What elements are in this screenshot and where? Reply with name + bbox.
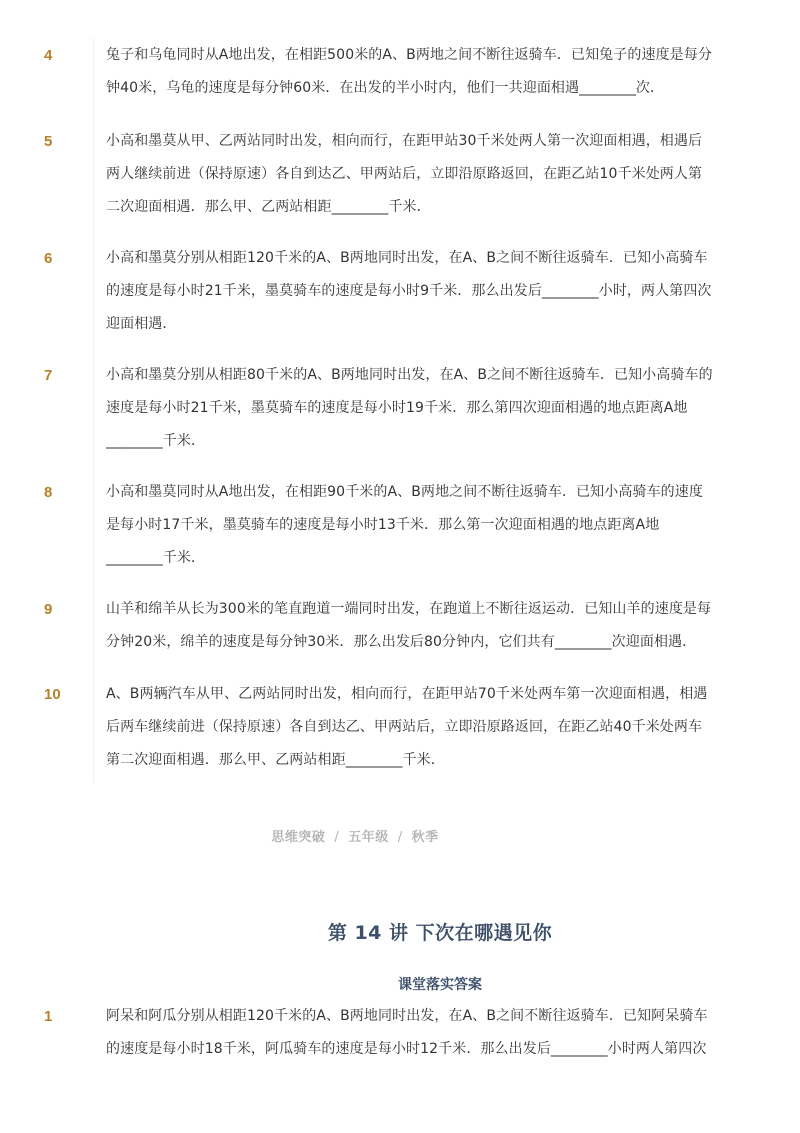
text-line: 小高和墨莫同时从A地出发，在相距90千米的A、B两地之间不断往返骑车．已知小高骑车的速度	[106, 484, 703, 500]
problem-number: 1	[44, 1008, 53, 1025]
text-line: 的速度是每小时18千米，阿瓜骑车的速度是每小时12千米．那么出发后________小时两人第四次	[106, 1041, 707, 1057]
footer-grade: 五年级	[348, 830, 389, 845]
text-line: 后两车继续前进（保持原速）各自到达乙、甲两站后，立即沿原路返回，在距乙站40千米处两车	[106, 719, 703, 735]
text-line: 小高和墨莫从甲、乙两站同时出发，相向而行，在距甲站30千米处两人第一次迎面相遇，相遇后	[106, 133, 703, 149]
margin-divider	[93, 38, 94, 783]
text-line: 分钟20米，绵羊的速度是每分钟30米．那么出发后80分钟内，它们共有________次迎面相遇．	[106, 634, 697, 650]
text-line: ________千米．	[106, 550, 206, 566]
lesson-title: 第 14 讲 下次在哪遇见你	[327, 922, 553, 944]
footer-series: 思维突破	[271, 830, 326, 845]
problem-text	[106, 39, 718, 105]
text-line: 是每小时17千米，墨莫骑车的速度是每小时13千米．那么第一次迎面相遇的地点距离A地	[106, 517, 660, 533]
problem-number: 8	[44, 484, 53, 501]
problem-text	[106, 593, 718, 659]
text-line: 兔子和乌龟同时从A地出发，在相距500米的A、B两地之间不断往返骑车．已知兔子的速度是每分	[106, 47, 712, 63]
text-line: 阿呆和阿瓜分别从相距120千米的A、B两地同时出发，在A、B之间不断往返骑车．已知阿呆骑车	[106, 1008, 708, 1024]
problem-text	[106, 125, 718, 224]
footer-separator: /	[334, 830, 340, 845]
section-title: 课堂落实答案	[398, 977, 482, 993]
text-line: 两人继续前进（保持原速）各自到达乙、甲两站后，立即沿原路返回，在距乙站10千米处两人第	[106, 166, 703, 182]
problem-number: 9	[44, 601, 53, 618]
problem-number: 10	[44, 686, 61, 703]
problem-number: 6	[44, 250, 53, 267]
text-line: 的速度是每小时21千米，墨莫骑车的速度是每小时9千米．那么出发后________小时，两人第四次	[106, 283, 712, 299]
text-line: 迎面相遇．	[106, 316, 177, 332]
text-line: 第二次迎面相遇．那么甲、乙两站相距________千米．	[106, 752, 445, 768]
text-line: ________千米．	[106, 433, 206, 449]
text-line: 山羊和绵羊从长为300米的笔直跑道一端同时出发，在跑道上不断往返运动．已知山羊的速度是每	[106, 601, 712, 617]
problem-number: 4	[44, 47, 53, 64]
problem-number: 5	[44, 133, 53, 150]
footer-season: 秋季	[411, 830, 439, 845]
text-line: 速度是每小时21千米，墨莫骑车的速度是每小时19千米．那么第四次迎面相遇的地点距离A地	[106, 400, 688, 416]
problem-text	[106, 678, 718, 777]
problem-number: 7	[44, 367, 53, 384]
text-line: 小高和墨莫分别从相距120千米的A、B两地同时出发，在A、B之间不断往返骑车．已知小高骑车	[106, 250, 708, 266]
problem-text	[106, 1000, 718, 1066]
text-line: A、B两辆汽车从甲、乙两站同时出发，相向而行，在距甲站70千米处两车第一次迎面相遇，相遇	[106, 686, 708, 702]
footer-separator: /	[397, 830, 403, 845]
page-footer	[0, 826, 710, 845]
problem-text	[106, 359, 718, 458]
problem-text	[106, 476, 718, 575]
problem-text	[106, 242, 718, 341]
text-line: 钟40米，乌龟的速度是每分钟60米．在出发的半小时内，他们一共迎面相遇________次．	[106, 80, 665, 96]
text-line: 小高和墨莫分别从相距80千米的A、B两地同时出发，在A、B之间不断往返骑车．已知小高骑车的	[106, 367, 713, 383]
text-line: 二次迎面相遇．那么甲、乙两站相距________千米．	[106, 199, 431, 215]
